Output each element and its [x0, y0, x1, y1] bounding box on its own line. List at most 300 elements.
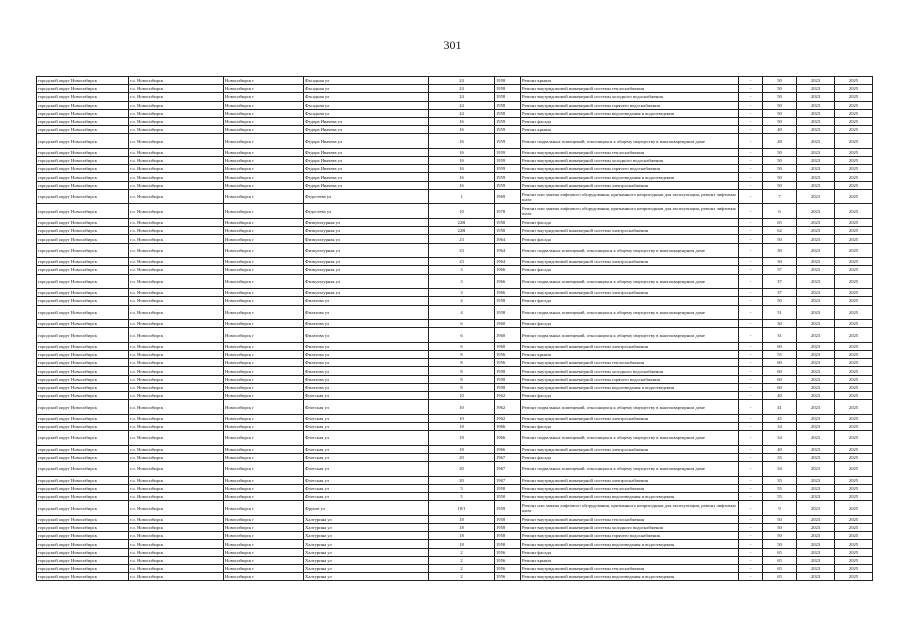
street-cell: Федора Ивачева ул	[304, 181, 429, 189]
municipality-cell: городской округ Новосибирск	[37, 134, 129, 149]
municipality-cell: городской округ Новосибирск	[37, 414, 129, 422]
house-cell: 16	[429, 165, 495, 173]
end-year-cell: 2025	[835, 93, 873, 101]
year-cell: 1959	[495, 126, 521, 134]
blank-cell: -	[739, 359, 763, 367]
house-cell: 5	[429, 484, 495, 492]
house-cell: 18	[429, 515, 495, 523]
year-cell: 1962	[495, 400, 521, 415]
table-row	[37, 148, 873, 156]
house-cell: 8	[429, 383, 495, 391]
work-type-cell: Ремонт внутридомовой инженерной системы теплоснабжения	[521, 515, 739, 523]
end-year-cell: 2025	[835, 392, 873, 400]
year-cell: 1964	[495, 235, 521, 243]
year-cell: 1962	[495, 414, 521, 422]
district-cell: г.о. Новосибирск	[129, 565, 224, 573]
amount-cell: 65	[763, 219, 797, 227]
amount-cell: 50	[763, 109, 797, 117]
blank-cell: -	[739, 556, 763, 564]
table-row	[37, 328, 873, 343]
start-year-cell: 2023	[797, 532, 835, 540]
year-cell: 1964	[495, 243, 521, 258]
start-year-cell: 2023	[797, 204, 835, 219]
street-cell: Физкультурная ул	[304, 243, 429, 258]
city-cell: Новосибирск г	[224, 101, 304, 109]
work-type-cell: Ремонт внутридомовой инженерной системы водоотведения и водоотведения	[521, 109, 739, 117]
amount-cell: 50	[763, 173, 797, 181]
blank-cell: -	[739, 423, 763, 431]
city-cell: Новосибирск г	[224, 359, 304, 367]
year-cell: 1967	[495, 476, 521, 484]
end-year-cell: 2025	[835, 258, 873, 266]
year-cell: 1966	[495, 445, 521, 453]
house-cell: 18/1	[429, 501, 495, 516]
street-cell: Халтурина ул	[304, 540, 429, 548]
end-year-cell: 2025	[835, 462, 873, 477]
district-cell: г.о. Новосибирск	[129, 462, 224, 477]
amount-cell: 35	[763, 476, 797, 484]
blank-cell: -	[739, 565, 763, 573]
end-year-cell: 2025	[835, 573, 873, 581]
blank-cell: -	[739, 484, 763, 492]
end-year-cell: 2025	[835, 219, 873, 227]
municipality-cell: городской округ Новосибирск	[37, 101, 129, 109]
city-cell: Новосибирск г	[224, 453, 304, 461]
table-row	[37, 375, 873, 383]
municipality-cell: городской округ Новосибирск	[37, 85, 129, 93]
start-year-cell: 2023	[797, 524, 835, 532]
table-row	[37, 305, 873, 320]
work-type-cell: Ремонт внутридомовой инженерной системы электроснабжения	[521, 258, 739, 266]
street-cell: Федора Ивачева ул	[304, 148, 429, 156]
district-cell: г.о. Новосибирск	[129, 445, 224, 453]
table-row	[37, 165, 873, 173]
start-year-cell: 2023	[797, 274, 835, 289]
city-cell: Новосибирск г	[224, 540, 304, 548]
amount-cell: 34	[763, 462, 797, 477]
municipality-cell: городской округ Новосибирск	[37, 375, 129, 383]
year-cell: 1959	[495, 173, 521, 181]
street-cell: Флотская ул	[304, 493, 429, 501]
street-cell: Филатова ул	[304, 342, 429, 350]
work-type-cell: Ремонт внутридомовой инженерной системы холодного водоснабжения	[521, 367, 739, 375]
house-cell: 18	[429, 532, 495, 540]
table-row	[37, 445, 873, 453]
house-cell: 18	[429, 431, 495, 446]
start-year-cell: 2023	[797, 367, 835, 375]
street-cell: Халтурина ул	[304, 524, 429, 532]
city-cell: Новосибирск г	[224, 165, 304, 173]
table-row	[37, 532, 873, 540]
end-year-cell: 2025	[835, 320, 873, 328]
city-cell: Новосибирск г	[224, 462, 304, 477]
end-year-cell: 2025	[835, 493, 873, 501]
year-cell: 1958	[495, 515, 521, 523]
house-cell: 4	[429, 305, 495, 320]
street-cell: Флотская ул	[304, 484, 429, 492]
year-cell: 1958	[495, 109, 521, 117]
blank-cell: -	[739, 532, 763, 540]
house-cell: 6	[429, 342, 495, 350]
year-cell: 1956	[495, 359, 521, 367]
street-cell: Халтурина ул	[304, 565, 429, 573]
year-cell: 1967	[495, 462, 521, 477]
district-cell: г.о. Новосибирск	[129, 573, 224, 581]
street-cell: Филатова ул	[304, 328, 429, 343]
blank-cell: -	[739, 548, 763, 556]
city-cell: Новосибирск г	[224, 515, 304, 523]
district-cell: г.о. Новосибирск	[129, 383, 224, 391]
amount-cell: 34	[763, 423, 797, 431]
work-type-cell: Ремонт внутридомовой инженерной системы теплоснабжения	[521, 148, 739, 156]
street-cell: Фасадная ул	[304, 93, 429, 101]
work-type-cell: Ремонт фасада	[521, 423, 739, 431]
year-cell: 1958	[495, 297, 521, 305]
table-row	[37, 204, 873, 219]
end-year-cell: 2025	[835, 414, 873, 422]
municipality-cell: городской округ Новосибирск	[37, 235, 129, 243]
house-cell: 8	[429, 359, 495, 367]
year-cell: 1958	[495, 77, 521, 85]
municipality-cell: городской округ Новосибирск	[37, 540, 129, 548]
street-cell: Филатова ул	[304, 320, 429, 328]
year-cell: 1966	[495, 274, 521, 289]
year-cell: 1950	[495, 493, 521, 501]
table-row	[37, 157, 873, 165]
street-cell: Халтурина ул	[304, 515, 429, 523]
start-year-cell: 2023	[797, 476, 835, 484]
work-type-cell: Ремонт внутридомовой инженерной системы горячего водоснабжения	[521, 532, 739, 540]
house-cell: 18	[429, 423, 495, 431]
municipality-cell: городской округ Новосибирск	[37, 548, 129, 556]
year-cell: 1969	[495, 189, 521, 204]
work-type-cell: Ремонт внутридомовой инженерной системы водоотведения и водоотведения	[521, 173, 739, 181]
work-type-cell: Ремонт фасада	[521, 117, 739, 125]
year-cell: 1959	[495, 157, 521, 165]
house-cell: 22В	[429, 227, 495, 235]
district-cell: г.о. Новосибирск	[129, 453, 224, 461]
table-row	[37, 392, 873, 400]
district-cell: г.о. Новосибирск	[129, 77, 224, 85]
blank-cell: -	[739, 400, 763, 415]
table-row	[37, 85, 873, 93]
work-type-cell: Ремонт внутридомовой инженерной системы холодного водоснабжения	[521, 93, 739, 101]
municipality-cell: городской округ Новосибирск	[37, 157, 129, 165]
district-cell: г.о. Новосибирск	[129, 524, 224, 532]
municipality-cell: городской округ Новосибирск	[37, 305, 129, 320]
work-type-cell: Ремонт крыши	[521, 77, 739, 85]
municipality-cell: городской округ Новосибирск	[37, 297, 129, 305]
city-cell: Новосибирск г	[224, 266, 304, 274]
end-year-cell: 2025	[835, 165, 873, 173]
end-year-cell: 2025	[835, 266, 873, 274]
street-cell: Физкультурная ул	[304, 227, 429, 235]
start-year-cell: 2023	[797, 392, 835, 400]
city-cell: Новосибирск г	[224, 423, 304, 431]
city-cell: Новосибирск г	[224, 320, 304, 328]
city-cell: Новосибирск г	[224, 274, 304, 289]
start-year-cell: 2023	[797, 462, 835, 477]
house-cell: 3	[429, 274, 495, 289]
blank-cell: -	[739, 367, 763, 375]
blank-cell: -	[739, 524, 763, 532]
district-cell: г.о. Новосибирск	[129, 219, 224, 227]
year-cell: 1959	[495, 148, 521, 156]
amount-cell: 55	[763, 493, 797, 501]
municipality-cell: городской округ Новосибирск	[37, 148, 129, 156]
end-year-cell: 2025	[835, 305, 873, 320]
table-row	[37, 359, 873, 367]
end-year-cell: 2025	[835, 328, 873, 343]
start-year-cell: 2023	[797, 189, 835, 204]
start-year-cell: 2023	[797, 540, 835, 548]
blank-cell: -	[739, 540, 763, 548]
table-row	[37, 342, 873, 350]
amount-cell: 50	[763, 117, 797, 125]
district-cell: г.о. Новосибирск	[129, 305, 224, 320]
end-year-cell: 2025	[835, 367, 873, 375]
table-row	[37, 501, 873, 516]
start-year-cell: 2023	[797, 573, 835, 581]
end-year-cell: 2025	[835, 173, 873, 181]
start-year-cell: 2023	[797, 556, 835, 564]
district-cell: г.о. Новосибирск	[129, 540, 224, 548]
district-cell: г.о. Новосибирск	[129, 93, 224, 101]
district-cell: г.о. Новосибирск	[129, 157, 224, 165]
amount-cell: 65	[763, 573, 797, 581]
start-year-cell: 2023	[797, 431, 835, 446]
end-year-cell: 2025	[835, 289, 873, 297]
amount-cell: 50	[763, 540, 797, 548]
municipality-cell: городской округ Новосибирск	[37, 274, 129, 289]
house-cell: 8	[429, 351, 495, 359]
year-cell: 1960	[495, 320, 521, 328]
district-cell: г.о. Новосибирск	[129, 243, 224, 258]
amount-cell: 55	[763, 351, 797, 359]
year-cell: 1956	[495, 565, 521, 573]
blank-cell: -	[739, 77, 763, 85]
start-year-cell: 2023	[797, 181, 835, 189]
year-cell: 1958	[495, 305, 521, 320]
amount-cell: 65	[763, 556, 797, 564]
work-type-cell: Ремонт внутридомовой инженерной системы электроснабжения	[521, 414, 739, 422]
municipality-cell: городской округ Новосибирск	[37, 243, 129, 258]
end-year-cell: 2025	[835, 351, 873, 359]
street-cell: Физкультурная ул	[304, 235, 429, 243]
blank-cell: -	[739, 320, 763, 328]
amount-cell: 9	[763, 501, 797, 516]
end-year-cell: 2025	[835, 375, 873, 383]
amount-cell: 62	[763, 227, 797, 235]
start-year-cell: 2023	[797, 148, 835, 156]
city-cell: Новосибирск г	[224, 77, 304, 85]
city-cell: Новосибирск г	[224, 431, 304, 446]
year-cell: 1958	[495, 219, 521, 227]
end-year-cell: 2025	[835, 453, 873, 461]
amount-cell: 37	[763, 274, 797, 289]
amount-cell: 57	[763, 266, 797, 274]
table-row	[37, 540, 873, 548]
blank-cell: -	[739, 85, 763, 93]
table-row	[37, 93, 873, 101]
work-type-cell: Ремонт подвальных помещений, относящихся к общему имуществу в многоквартирном доме	[521, 328, 739, 343]
year-cell: 1958	[495, 383, 521, 391]
municipality-cell: городской округ Новосибирск	[37, 320, 129, 328]
municipality-cell: городской округ Новосибирск	[37, 493, 129, 501]
blank-cell: -	[739, 573, 763, 581]
blank-cell: -	[739, 181, 763, 189]
city-cell: Новосибирск г	[224, 109, 304, 117]
blank-cell: -	[739, 493, 763, 501]
year-cell: 1966	[495, 289, 521, 297]
blank-cell: -	[739, 258, 763, 266]
table-row	[37, 258, 873, 266]
house-cell: 24	[429, 109, 495, 117]
table-row	[37, 556, 873, 564]
work-type-cell: Ремонт внутридомовой инженерной системы электроснабжения	[521, 227, 739, 235]
work-type-cell: Ремонт крыши	[521, 126, 739, 134]
end-year-cell: 2025	[835, 565, 873, 573]
year-cell: 1958	[495, 540, 521, 548]
blank-cell: -	[739, 189, 763, 204]
house-cell: 16	[429, 134, 495, 149]
house-cell: 10	[429, 400, 495, 415]
work-type-cell: Ремонт внутридомовой инженерной системы холодного водоснабжения	[521, 157, 739, 165]
table-row	[37, 77, 873, 85]
municipality-cell: городской округ Новосибирск	[37, 367, 129, 375]
district-cell: г.о. Новосибирск	[129, 117, 224, 125]
district-cell: г.о. Новосибирск	[129, 501, 224, 516]
house-cell: 16	[429, 126, 495, 134]
city-cell: Новосибирск г	[224, 414, 304, 422]
street-cell: Филатова ул	[304, 375, 429, 383]
work-type-cell: Ремонт внутридомовой инженерной системы электроснабжения	[521, 289, 739, 297]
blank-cell: -	[739, 148, 763, 156]
street-cell: Физкультурная ул	[304, 289, 429, 297]
amount-cell: 45	[763, 414, 797, 422]
house-cell: 16	[429, 181, 495, 189]
blank-cell: -	[739, 227, 763, 235]
table-row	[37, 524, 873, 532]
district-cell: г.о. Новосибирск	[129, 181, 224, 189]
district-cell: г.о. Новосибирск	[129, 556, 224, 564]
blank-cell: -	[739, 515, 763, 523]
municipality-cell: городской округ Новосибирск	[37, 445, 129, 453]
blank-cell: -	[739, 165, 763, 173]
year-cell: 1959	[495, 117, 521, 125]
end-year-cell: 2025	[835, 524, 873, 532]
district-cell: г.о. Новосибирск	[129, 297, 224, 305]
street-cell: Флотская ул	[304, 392, 429, 400]
amount-cell: 48	[763, 134, 797, 149]
start-year-cell: 2023	[797, 157, 835, 165]
municipality-cell: городской округ Новосибирск	[37, 258, 129, 266]
blank-cell: -	[739, 126, 763, 134]
street-cell: Федосеева ул	[304, 189, 429, 204]
work-type-cell: Ремонт внутридомовой инженерной системы теплоснабжения	[521, 565, 739, 573]
end-year-cell: 2025	[835, 431, 873, 446]
amount-cell: 50	[763, 157, 797, 165]
start-year-cell: 2023	[797, 219, 835, 227]
table-row	[37, 414, 873, 422]
city-cell: Новосибирск г	[224, 173, 304, 181]
amount-cell: 30	[763, 320, 797, 328]
start-year-cell: 2023	[797, 297, 835, 305]
street-cell: Федосеева ул	[304, 204, 429, 219]
amount-cell: 60	[763, 367, 797, 375]
house-cell: 3	[429, 266, 495, 274]
district-cell: г.о. Новосибирск	[129, 126, 224, 134]
table-row	[37, 548, 873, 556]
end-year-cell: 2025	[835, 359, 873, 367]
year-cell: 1966	[495, 423, 521, 431]
year-cell: 1964	[495, 258, 521, 266]
start-year-cell: 2023	[797, 109, 835, 117]
street-cell: Физкультурная ул	[304, 258, 429, 266]
work-type-cell: Ремонт подвальных помещений, относящихся к общему имуществу в многоквартирном доме	[521, 243, 739, 258]
start-year-cell: 2023	[797, 305, 835, 320]
end-year-cell: 2025	[835, 243, 873, 258]
district-cell: г.о. Новосибирск	[129, 431, 224, 446]
district-cell: г.о. Новосибирск	[129, 484, 224, 492]
amount-cell: 50	[763, 181, 797, 189]
blank-cell: -	[739, 93, 763, 101]
table-row	[37, 573, 873, 581]
city-cell: Новосибирск г	[224, 548, 304, 556]
municipality-cell: городской округ Новосибирск	[37, 524, 129, 532]
year-cell: 1956	[495, 351, 521, 359]
street-cell: Халтурина ул	[304, 556, 429, 564]
blank-cell: -	[739, 109, 763, 117]
blank-cell: -	[739, 134, 763, 149]
house-cell: 2	[429, 556, 495, 564]
start-year-cell: 2023	[797, 375, 835, 383]
blank-cell: -	[739, 501, 763, 516]
table-row	[37, 109, 873, 117]
table-row	[37, 367, 873, 375]
district-cell: г.о. Новосибирск	[129, 328, 224, 343]
work-type-cell: Ремонт подвальных помещений, относящихся к общему имуществу в многоквартирном доме	[521, 274, 739, 289]
municipality-cell: городской округ Новосибирск	[37, 476, 129, 484]
city-cell: Новосибирск г	[224, 392, 304, 400]
street-cell: Филатова ул	[304, 383, 429, 391]
house-cell: 18	[429, 524, 495, 532]
street-cell: Фрунзе ул	[304, 501, 429, 516]
year-cell: 1978	[495, 204, 521, 219]
district-cell: г.о. Новосибирск	[129, 148, 224, 156]
city-cell: Новосибирск г	[224, 573, 304, 581]
repair-schedule-table	[36, 76, 873, 581]
street-cell: Федора Ивачева ул	[304, 165, 429, 173]
district-cell: г.о. Новосибирск	[129, 351, 224, 359]
blank-cell: -	[739, 328, 763, 343]
district-cell: г.о. Новосибирск	[129, 266, 224, 274]
start-year-cell: 2023	[797, 328, 835, 343]
municipality-cell: городской округ Новосибирск	[37, 431, 129, 446]
house-cell: 1	[429, 189, 495, 204]
year-cell: 1959	[495, 134, 521, 149]
start-year-cell: 2023	[797, 289, 835, 297]
blank-cell: -	[739, 445, 763, 453]
table-row	[37, 235, 873, 243]
district-cell: г.о. Новосибирск	[129, 165, 224, 173]
start-year-cell: 2023	[797, 565, 835, 573]
work-type-cell: Ремонт фасада	[521, 453, 739, 461]
year-cell: 1958	[495, 227, 521, 235]
house-cell: 6	[429, 328, 495, 343]
municipality-cell: городской округ Новосибирск	[37, 117, 129, 125]
work-type-cell: Ремонт внутридомовой инженерной системы электроснабжения	[521, 342, 739, 350]
